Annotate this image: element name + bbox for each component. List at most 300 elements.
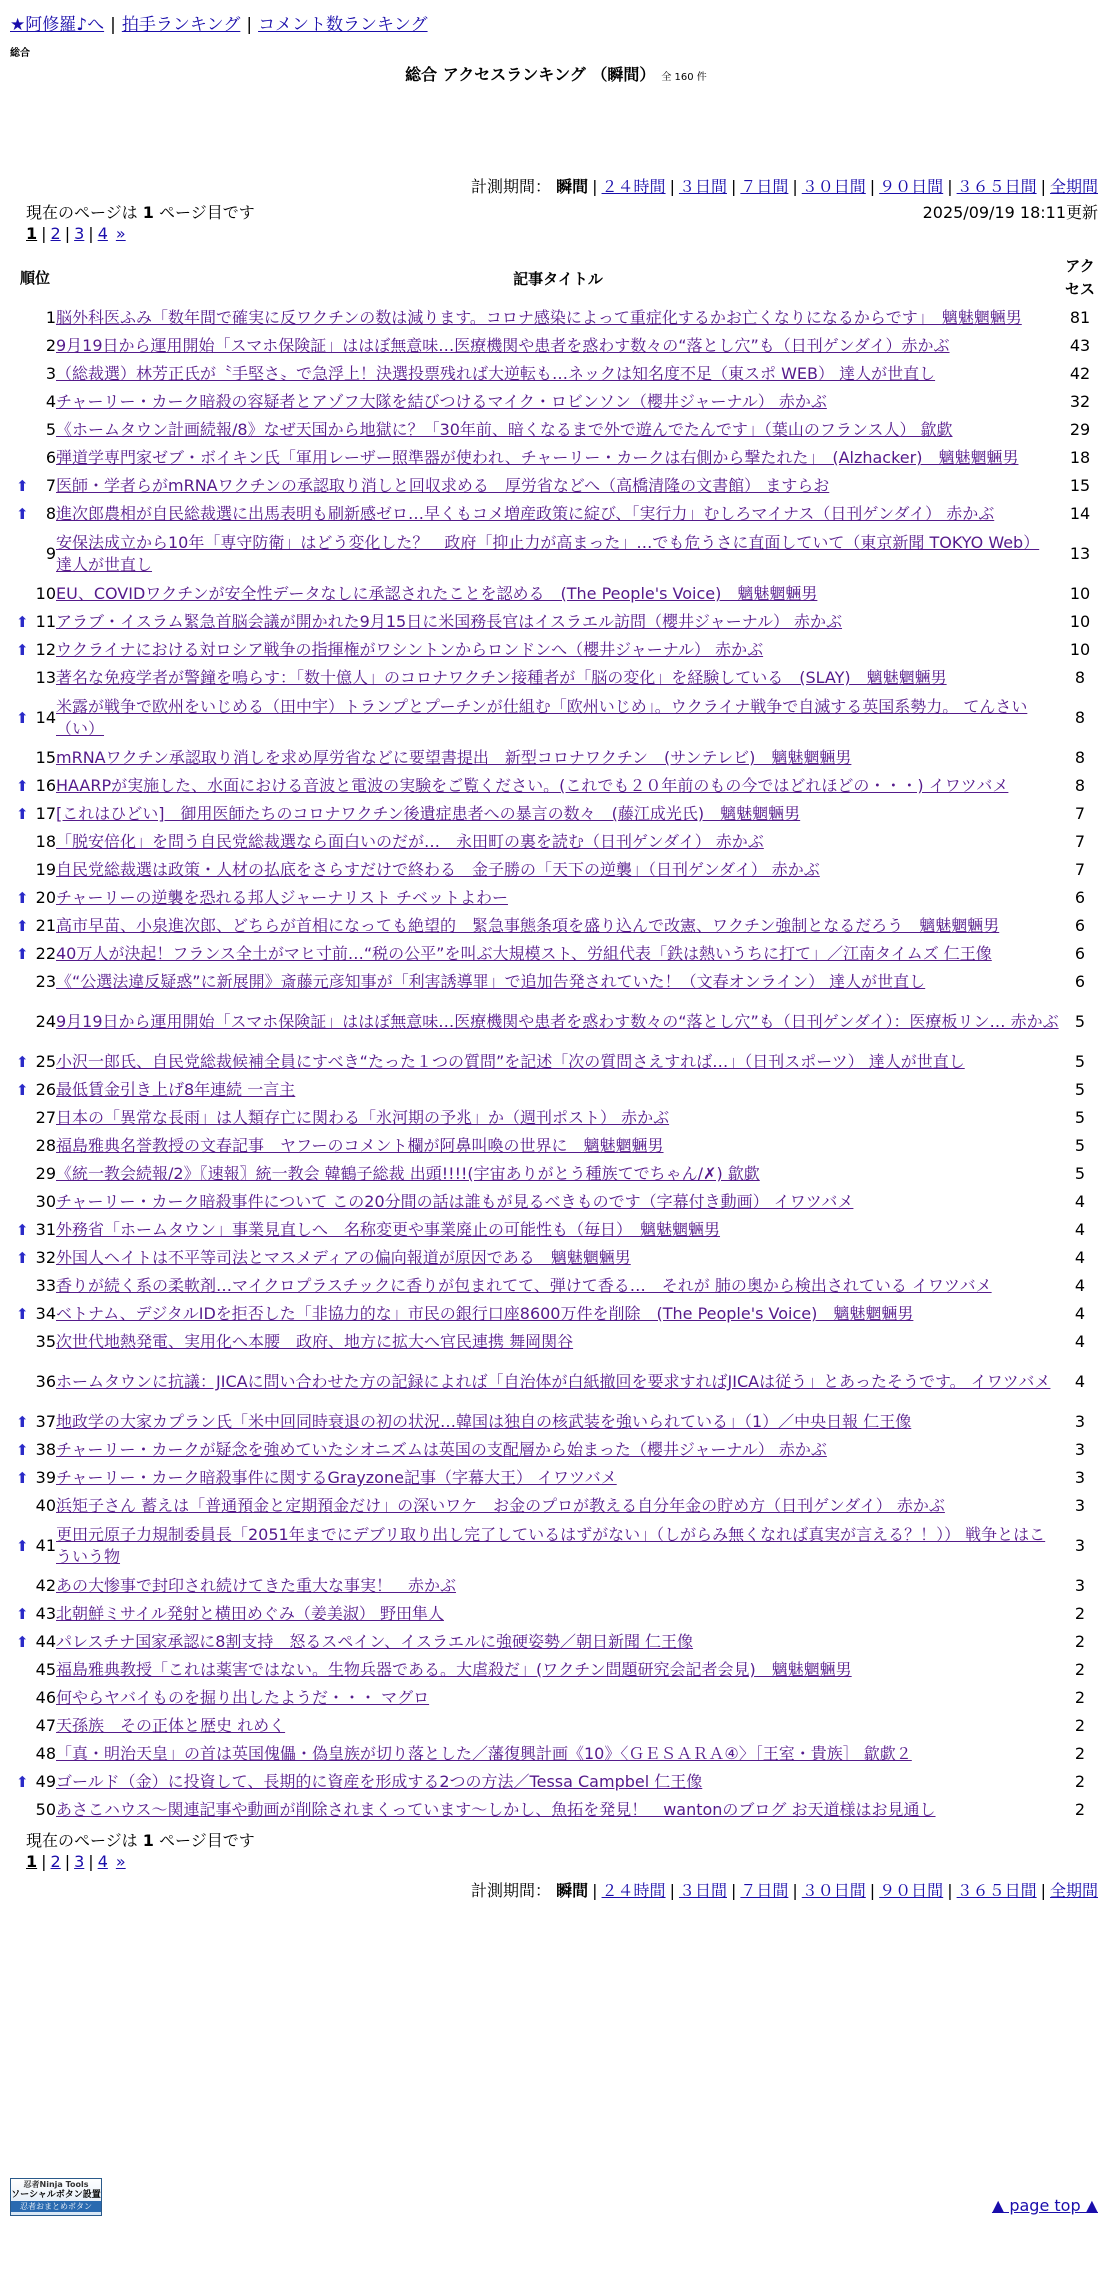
title-cell (56, 912, 1060, 940)
rank-cell (14, 1684, 56, 1712)
title-cell (56, 1048, 1060, 1076)
rank-cell (14, 1408, 56, 1436)
period-3d[interactable]: ３日間 (678, 177, 727, 196)
article-link[interactable]: EU、COVIDワクチンが安全性データなしに承認されたことを認める (The People's Voice) 魑魅魍魎男 (56, 584, 818, 603)
article-link[interactable]: （総裁選）林芳正氏が〝手堅さ〟で急浮上！決選投票残れば大逆転も…ネックは知名度不足（東スポ WEB） 達人が世直し (56, 364, 936, 383)
access-count: 7 (1074, 804, 1086, 823)
period-all[interactable]: 全期間 (1049, 1881, 1098, 1900)
title-cell (56, 828, 1060, 856)
rank-number: 29 (35, 1164, 56, 1183)
period-24h[interactable]: ２４時間 (601, 177, 666, 196)
rank-cell (14, 828, 56, 856)
current-page-text-bottom: 現在のページは 1 ページ目です (26, 1831, 255, 1850)
rank-number: 8 (45, 504, 56, 523)
rank-cell (14, 360, 56, 388)
period-selector-bottom: 計測期間： 瞬間 | ２４時間 | ３日間 | ７日間 | ３０日間 | ９０日間 | ３６５日間 | 全期間 (471, 1881, 1098, 1900)
rank-number: 46 (35, 1688, 56, 1707)
access-count: 6 (1074, 972, 1086, 991)
article-link[interactable]: 「脱安倍化」を問う自民党総裁選なら面白いのだが… 永田町の裏を読む（日刊ゲンダイ） 赤かぶ (56, 832, 764, 851)
rank-cell (14, 744, 56, 772)
article-link[interactable]: 浜矩子さん 蓄えは「普通預金と定期預金だけ」の深いワケ お金のプロが教える自分年金の貯め方（日刊ゲンダイ） 赤かぶ (56, 1496, 945, 1515)
period-label: 計測期間： (471, 1881, 552, 1900)
rank-up-arrow-icon: ⬆ (16, 1221, 29, 1239)
article-link[interactable]: チャーリー・カーク暗殺の容疑者とアゾフ大隊を結びつけるマイク・ロビンソン（櫻井ジャーナル） 赤かぶ (56, 392, 827, 411)
pager-page-4[interactable]: 4 (97, 224, 108, 243)
rank-number: 21 (35, 916, 56, 935)
article-link[interactable]: パレスチナ国家承認に8割支持 怒るスペイン、イスラエルに強硬姿勢／朝日新聞 仁王像 (56, 1632, 694, 1651)
pager-page-3[interactable]: 3 (74, 1852, 85, 1871)
rank-cell (14, 856, 56, 884)
rank-number: 28 (35, 1136, 56, 1155)
period-24h[interactable]: ２４時間 (601, 1881, 666, 1900)
rank-number: 43 (35, 1604, 56, 1623)
table-row (14, 664, 1100, 692)
period-all[interactable]: 全期間 (1049, 177, 1098, 196)
rank-cell (14, 692, 56, 744)
article-link[interactable]: アラブ・イスラム緊急首脳会議が開かれた9月15日に米国務長官はイスラエル訪問（櫻井ジャーナル） 赤かぶ (56, 612, 843, 631)
current-page-text: 現在のページは 1 ページ目です (26, 203, 255, 222)
clap-ranking-link[interactable]: 拍手ランキング (121, 15, 241, 35)
article-link[interactable]: 北朝鮮ミサイル発射と横田めぐみ（姜美淑） 野田隼人 (56, 1604, 444, 1623)
article-link[interactable]: 福島雅典名誉教授の文春記事 ヤフーのコメント欄が阿鼻叫喚の世界に 魑魅魍魎男 (56, 1136, 664, 1155)
title-cell (56, 996, 1060, 1048)
rank-up-arrow-icon: ⬆ (16, 917, 29, 935)
access-count: 4 (1074, 1276, 1086, 1295)
rank-number: 6 (45, 448, 56, 467)
period-90d[interactable]: ９０日間 (879, 1881, 944, 1900)
table-row (14, 800, 1100, 828)
article-link[interactable]: 「真・明治天皇」の首は英国傀儡・偽皇族が切り落とした／藩復興計画《10》〈ＧＥＳＡＲＡ④〉［王室・貴族］ 歙歔２ (56, 1744, 912, 1763)
title-cell (56, 1244, 1060, 1272)
rank-cell (14, 1572, 56, 1600)
access-count: 5 (1074, 1080, 1086, 1099)
social-button-badge[interactable] (10, 2178, 102, 2216)
badge-line3: 忍者おまとめボタン (11, 2201, 101, 2212)
rank-cell (14, 800, 56, 828)
article-link[interactable]: ホームタウンに抗議：JICAに問い合わせた方の記録によれば「自治体が白紙撤回を要求すればJICAは従う」とあったそうです。 イワツバメ (56, 1372, 1051, 1391)
access-count: 3 (1074, 1468, 1086, 1487)
period-label: 計測期間： (471, 177, 552, 196)
rank-number: 50 (35, 1800, 56, 1819)
access-count: 10 (1069, 640, 1091, 659)
article-link[interactable]: 安保法成立から10年「専守防衛」はどう変化した？ 政府「抑止力が高まった」…でも危うさに直面していて（東京新聞 TOKYO Web） 達人が世直し (56, 533, 1040, 574)
title-cell (56, 744, 1060, 772)
access-count: 5 (1074, 1012, 1086, 1031)
rank-cell (14, 608, 56, 636)
article-link[interactable]: 医師・学者らがmRNAワクチンの承認取り消しと回収求める 厚労省などへ（高橋清隆の文書館） ますらお (56, 476, 830, 495)
title-cell (56, 884, 1060, 912)
title-cell (56, 1328, 1060, 1356)
rank-number: 36 (35, 1372, 56, 1391)
rank-cell (14, 1436, 56, 1464)
title-cell (56, 636, 1060, 664)
article-link[interactable]: HAARPが実施した、水面における音波と電波の実験をご覧ください。(これでも２０年前のもの今ではどれほどの・・・) イワツバメ (56, 776, 1009, 795)
pager-page-2[interactable]: 2 (50, 224, 61, 243)
article-link[interactable]: チャーリー・カークが疑念を強めていたシオニズムは英国の支配層から始まった（櫻井ジャーナル） 赤かぶ (56, 1440, 827, 1459)
table-row (14, 1768, 1100, 1796)
updated-time: 2025/09/19 18:11更新 (922, 203, 1098, 222)
pager-current: 1 (26, 224, 38, 243)
table-row (14, 416, 1100, 444)
title-cell (56, 1712, 1060, 1740)
article-link[interactable]: 著名な免疫学者が警鐘を鳴らす：「数十億人」のコロナワクチン接種者が「脳の変化」を経験している (SLAY) 魑魅魍魎男 (56, 668, 947, 687)
access-count: 2 (1074, 1800, 1086, 1819)
rank-number: 41 (35, 1536, 56, 1555)
rank-cell (14, 968, 56, 996)
title-cell (56, 1216, 1060, 1244)
rank-cell (14, 388, 56, 416)
access-count: 6 (1074, 888, 1086, 907)
access-count: 4 (1074, 1248, 1086, 1267)
access-count: 4 (1074, 1220, 1086, 1239)
access-count: 15 (1069, 476, 1091, 495)
article-link[interactable]: チャーリーの逆襲を恐れる邦人ジャーナリスト チベットよわー (56, 888, 508, 907)
title-cell (56, 1628, 1060, 1656)
access-count: 8 (1074, 776, 1086, 795)
table-row (14, 332, 1100, 360)
comment-ranking-link[interactable]: コメント数ランキング (258, 15, 428, 35)
table-row (14, 1436, 1100, 1464)
title-cell (56, 692, 1060, 744)
rank-number: 17 (35, 804, 56, 823)
article-link[interactable]: 次世代地熱発電、実用化へ本腰 政府、地方に拡大へ官民連携 舞岡関谷 (56, 1332, 574, 1351)
rank-cell (14, 528, 56, 580)
article-link[interactable]: 何やらヤバイものを掘り出したようだ・・・ マグロ (56, 1688, 430, 1707)
rank-cell (14, 472, 56, 500)
rank-up-arrow-icon: ⬆ (16, 889, 29, 907)
rank-cell (14, 996, 56, 1048)
badge-line2: ソーシャルボタン設置 (11, 2190, 101, 2200)
rank-up-arrow-icon: ⬆ (16, 1249, 29, 1267)
pager-page-2[interactable]: 2 (50, 1852, 61, 1871)
rank-number: 5 (45, 420, 56, 439)
article-link[interactable]: ベトナム、デジタルIDを拒否した「非協力的な」市民の銀行口座8600万件を削除 (The People's Voice) 魑魅魍魎男 (56, 1304, 914, 1323)
rank-cell (14, 884, 56, 912)
access-count: 2 (1074, 1688, 1086, 1707)
pager-next[interactable]: » (115, 224, 126, 243)
table-row (14, 1216, 1100, 1244)
access-count: 4 (1074, 1332, 1086, 1351)
period-90d[interactable]: ９０日間 (879, 177, 944, 196)
rank-number: 11 (35, 612, 56, 631)
rank-cell (14, 1712, 56, 1740)
title-cell (56, 664, 1060, 692)
header-access: アクセス (1064, 257, 1095, 298)
period-3d[interactable]: ３日間 (678, 1881, 727, 1900)
title-cell (56, 772, 1060, 800)
title-cell (56, 1684, 1060, 1712)
rank-cell (14, 1768, 56, 1796)
access-count: 3 (1074, 1496, 1086, 1515)
rank-cell (14, 1628, 56, 1656)
page-top-link[interactable]: ▲ page top ▲ (991, 2196, 1098, 2215)
table-row (14, 1188, 1100, 1216)
rank-cell (14, 1216, 56, 1244)
table-row (14, 1492, 1100, 1520)
table-row (14, 828, 1100, 856)
access-count: 2 (1074, 1632, 1086, 1651)
ranking-rows (14, 304, 1100, 1824)
title-cell (56, 1796, 1060, 1824)
article-link[interactable]: 脳外科医ふみ「数年間で確実に反ワクチンの数は減ります。コロナ感染によって重症化するかお亡くなりになるからです」 魑魅魍魎男 (56, 308, 1022, 327)
page-title (0, 62, 1112, 85)
title-cell (56, 1104, 1060, 1132)
rank-up-arrow-icon: ⬆ (16, 505, 29, 523)
article-link[interactable]: 9月19日から運用開始「スマホ保険証」ははぼ無意味…医療機関や患者を惑わす数々の“落とし穴”も（日刊ゲンダイ）：医療板リン… 赤かぶ (56, 1012, 1059, 1031)
title-cell (56, 1492, 1060, 1520)
table-row (14, 692, 1100, 744)
rank-up-arrow-icon: ⬆ (16, 641, 29, 659)
table-row (14, 1160, 1100, 1188)
title-cell (56, 968, 1060, 996)
rank-cell (14, 332, 56, 360)
rank-cell (14, 1328, 56, 1356)
access-count: 2 (1074, 1772, 1086, 1791)
period-7d[interactable]: ７日間 (740, 177, 789, 196)
table-row (14, 1712, 1100, 1740)
access-count: 42 (1069, 364, 1091, 383)
badge-line1: 忍者Ninja Tools (23, 2180, 89, 2189)
table-row (14, 1272, 1100, 1300)
title-cell (56, 388, 1060, 416)
rank-cell (14, 1188, 56, 1216)
article-link[interactable]: 40万人が決起！フランス全土がマヒ寸前…“税の公平”を叫ぶ大規模スト、労組代表「鉄は熱いうちに打て」／江南タイムズ 仁王像 (56, 944, 992, 963)
rank-up-arrow-icon: ⬆ (16, 945, 29, 963)
rank-number: 31 (35, 1220, 56, 1239)
rank-up-arrow-icon: ⬆ (16, 1633, 29, 1651)
rank-number: 35 (35, 1332, 56, 1351)
access-count: 8 (1074, 748, 1086, 767)
table-row (14, 608, 1100, 636)
article-link[interactable]: あさこハウス〜関連記事や動画が削除されまくっています〜しかし、魚拓を発見！ wantonのブログ お天道様はお見通し (56, 1800, 936, 1819)
rank-number: 25 (35, 1052, 56, 1071)
article-link[interactable]: 9月19日から運用開始「スマホ保険証」ははぼ無意味…医療機関や患者を惑わす数々の“落とし穴”も（日刊ゲンダイ）赤かぶ (56, 336, 950, 355)
access-count: 2 (1074, 1604, 1086, 1623)
rank-cell (14, 444, 56, 472)
rank-cell (14, 940, 56, 968)
rank-number: 22 (35, 944, 56, 963)
article-link[interactable]: 福島雅典教授「これは薬害ではない。生物兵器である。大虐殺だ」(ワクチン問題研究会記者会見) 魑魅魍魎男 (56, 1660, 852, 1679)
rank-cell (14, 416, 56, 444)
period-current: 瞬間 (556, 1881, 589, 1900)
pager-current: 1 (26, 1852, 38, 1871)
table-row (14, 360, 1100, 388)
period-current: 瞬間 (556, 177, 589, 196)
title-cell (56, 800, 1060, 828)
article-link[interactable]: 外国人ヘイトは不平等司法とマスメディアの偏向報道が原因である 魑魅魍魎男 (56, 1248, 631, 1267)
access-count: 7 (1074, 860, 1086, 879)
table-row (14, 1600, 1100, 1628)
nav-separator: | (110, 15, 116, 35)
table-row (14, 1328, 1100, 1356)
table-row (14, 1464, 1100, 1492)
title-cell (56, 472, 1060, 500)
rank-number: 16 (35, 776, 56, 795)
access-count: 13 (1069, 544, 1091, 563)
period-365d[interactable]: ３６５日間 (956, 177, 1037, 196)
period-365d[interactable]: ３６５日間 (956, 1881, 1037, 1900)
article-link[interactable]: 最低賃金引き上げ8年連続 一言主 (56, 1080, 296, 1099)
table-row (14, 1104, 1100, 1132)
title-cell (56, 1408, 1060, 1436)
rank-number: 7 (45, 476, 56, 495)
access-count: 5 (1074, 1052, 1086, 1071)
table-row (14, 1520, 1100, 1572)
title-cell (56, 580, 1060, 608)
title-cell (56, 1272, 1060, 1300)
category-label: 総合 (10, 48, 30, 59)
article-link[interactable]: 香りが続く系の柔軟剤…マイクロプラスチックに香りが包まれてて、弾けて香る… それが 肺の奥から検出されている イワツバメ (56, 1276, 992, 1295)
access-count: 43 (1069, 336, 1091, 355)
article-link[interactable]: ウクライナにおける対ロシア戦争の指揮権がワシントンからロンドンへ（櫻井ジャーナル） 赤かぶ (56, 640, 764, 659)
rank-number: 38 (35, 1440, 56, 1459)
pager-page-4[interactable]: 4 (97, 1852, 108, 1871)
access-count: 2 (1074, 1744, 1086, 1763)
title-cell (56, 1740, 1060, 1768)
rank-cell (14, 772, 56, 800)
home-link[interactable]: ★阿修羅♪へ (10, 15, 105, 35)
article-link[interactable]: ゴールド（金）に投資して、長期的に資産を形成する2つの方法／Tessa Campbel 仁王像 (56, 1772, 703, 1791)
title-cell (56, 360, 1060, 388)
title-cell (56, 1436, 1060, 1464)
rank-up-arrow-icon: ⬆ (16, 1441, 29, 1459)
article-link[interactable]: 弾道学専門家ゼブ・ボイキン氏「軍用レーザー照準器が使われ、チャーリー・カークは右側から撃たれた」 (Alzhacker) 魑魅魍魎男 (56, 448, 1019, 467)
table-row (14, 1356, 1100, 1408)
article-link[interactable]: 米露が戦争で欧州をいじめる（田中宇）トランプとプーチンが仕組む「欧州いじめ」。ウクライナ戦争で自滅する英国系勢力。 てんさい（い） (56, 697, 1028, 738)
period-30d[interactable]: ３０日間 (801, 1881, 866, 1900)
period-30d[interactable]: ３０日間 (801, 177, 866, 196)
rank-cell (14, 1656, 56, 1684)
table-row (14, 1076, 1100, 1104)
rank-cell (14, 1244, 56, 1272)
table-row (14, 996, 1100, 1048)
title-cell (56, 304, 1060, 332)
total-count: 全 160 件 (661, 72, 707, 83)
table-row (14, 1684, 1100, 1712)
article-link[interactable]: 地政学の大家カプラン氏「米中回同時衰退の初の状況…韓国は独自の核武装を強いられている」（1）／中央日報 仁王像 (56, 1412, 912, 1431)
title-cell (56, 940, 1060, 968)
article-link[interactable]: 《“公選法違反疑惑”に新展開》斎藤元彦知事が「利害誘導罪」で追加告発されていた！（文春オンライン） 達人が世直し (56, 972, 926, 991)
article-link[interactable]: 日本の「異常な長雨」は人類存亡に関わる「氷河期の予兆」か（週刊ポスト） 赤かぶ (56, 1108, 670, 1127)
title-cell (56, 608, 1060, 636)
table-row (14, 1572, 1100, 1600)
table-row (14, 1628, 1100, 1656)
article-link[interactable]: 小沢一郎氏、自民党総裁候補全員にすべき“たった１つの質問”を記述「次の質問さえすれば…」（日刊スポーツ） 達人が世直し (56, 1052, 965, 1071)
article-link[interactable]: 外務省「ホームタウン」事業見直しへ 名称変更や事業廃止の可能性も（毎日） 魑魅魍魎男 (56, 1220, 721, 1239)
table-row (14, 528, 1100, 580)
rank-number: 39 (35, 1468, 56, 1487)
access-count: 7 (1074, 832, 1086, 851)
title-cell (56, 1076, 1060, 1104)
title-cell (56, 1188, 1060, 1216)
table-row (14, 1408, 1100, 1436)
title-cell (56, 332, 1060, 360)
article-link[interactable]: mRNAワクチン承認取り消しを求め厚労省などに要望書提出 新型コロナワクチン (サンテレビ) 魑魅魍魎男 (56, 748, 852, 767)
rank-up-arrow-icon: ⬆ (16, 1605, 29, 1623)
table-row (14, 1244, 1100, 1272)
title-cell (56, 528, 1060, 580)
article-link[interactable]: チャーリー・カーク暗殺事件について この20分間の話は誰もが見るべきものです（字幕付き動画） イワツバメ (56, 1192, 854, 1211)
rank-number: 30 (35, 1192, 56, 1211)
rank-number: 10 (35, 584, 56, 603)
article-link[interactable]: 進次郎農相が自民総裁選に出馬表明も刷新感ゼロ…早くもコメ増産政策に綻び、「実行力」むしろマイナス（日刊ゲンダイ） 赤かぶ (56, 504, 995, 523)
table-row (14, 304, 1100, 332)
article-link[interactable]: 高市早苗、小泉進次郎、どちらが首相になっても絶望的 緊急事態条項を盛り込んで改憲、ワクチン強制となるだろう 魑魅魍魎男 (56, 916, 1000, 935)
access-count: 3 (1074, 1440, 1086, 1459)
rank-number: 33 (35, 1276, 56, 1295)
access-count: 32 (1069, 392, 1091, 411)
access-count: 81 (1069, 308, 1091, 327)
title-cell (56, 1160, 1060, 1188)
pager-top: 1 | 2 | 3 | 4 » (26, 224, 126, 243)
rank-cell (14, 500, 56, 528)
period-7d[interactable]: ７日間 (740, 1881, 789, 1900)
top-nav (10, 10, 428, 35)
rank-number: 37 (35, 1412, 56, 1431)
access-count: 6 (1074, 944, 1086, 963)
rank-up-arrow-icon: ⬆ (16, 709, 29, 727)
article-link[interactable]: 自民党総裁選は政策・人材の払底をさらすだけで終わる 金子勝の「天下の逆襲」（日刊ゲンダイ） 赤かぶ (56, 860, 820, 879)
article-link[interactable]: 《ホームタウン計画続報/8》なぜ天国から地獄に？「30年前、暗くなるまで外で遊んでたんです」（葉山のフランス人） 歙歔 (56, 420, 953, 439)
rank-number: 13 (35, 668, 56, 687)
access-count: 5 (1074, 1108, 1086, 1127)
rank-number: 24 (35, 1012, 56, 1031)
access-count: 3 (1074, 1576, 1086, 1595)
article-link[interactable]: チャーリー・カーク暗殺事件に関するGrayzone記事（字幕大王） イワツバメ (56, 1468, 617, 1487)
table-row (14, 884, 1100, 912)
pager-page-3[interactable]: 3 (74, 224, 85, 243)
access-count: 4 (1074, 1192, 1086, 1211)
header-rank: 順位 (19, 268, 50, 287)
table-row (14, 1796, 1100, 1824)
rank-number: 18 (35, 832, 56, 851)
access-count: 4 (1074, 1304, 1086, 1323)
table-row (14, 636, 1100, 664)
title-cell (56, 1572, 1060, 1600)
nav-separator: | (246, 15, 253, 35)
article-link[interactable]: 更田元原子力規制委員長「2051年までにデブリ取り出し完了しているはずがない」（しがらみ無くなれば真実が言える？！）） 戦争とはこういう物 (56, 1525, 1046, 1566)
access-count: 3 (1074, 1536, 1086, 1555)
article-link[interactable]: 《統一教会続報/2》〖速報〗統一教会 韓鶴子総裁 出頭!!!!(宇宙ありがとう種族てでちゃん/✗) 歙歔 (56, 1164, 760, 1183)
pager-next[interactable]: » (115, 1852, 126, 1871)
rank-up-arrow-icon: ⬆ (16, 1537, 29, 1555)
title-cell (56, 1300, 1060, 1328)
table-row (14, 772, 1100, 800)
title-cell (56, 1768, 1060, 1796)
access-count: 4 (1074, 1372, 1086, 1391)
title-cell (56, 1132, 1060, 1160)
table-row (14, 940, 1100, 968)
access-count: 10 (1069, 612, 1091, 631)
table-row (14, 388, 1100, 416)
article-link[interactable]: あの大惨事で封印され続けてきた重大な事実！ 赤かぶ (56, 1576, 457, 1595)
access-count: 3 (1074, 1412, 1086, 1431)
rank-number: 23 (35, 972, 56, 991)
access-count: 8 (1074, 668, 1086, 687)
access-count: 29 (1069, 420, 1091, 439)
rank-up-arrow-icon: ⬆ (16, 1081, 29, 1099)
rank-up-arrow-icon: ⬆ (16, 613, 29, 631)
article-link[interactable]: [これはひどい] 御用医師たちのコロナワクチン後遺症患者への暴言の数々 (藤江成光氏) 魑魅魍魎男 (56, 804, 801, 823)
title-cell (56, 856, 1060, 884)
table-row (14, 912, 1100, 940)
title-cell (56, 1464, 1060, 1492)
article-link[interactable]: 天孫族 その正体と歴史 れめく (56, 1716, 286, 1735)
header-title: 記事タイトル (513, 269, 603, 288)
access-count: 5 (1074, 1136, 1086, 1155)
table-row (14, 1132, 1100, 1160)
table-row (14, 1300, 1100, 1328)
